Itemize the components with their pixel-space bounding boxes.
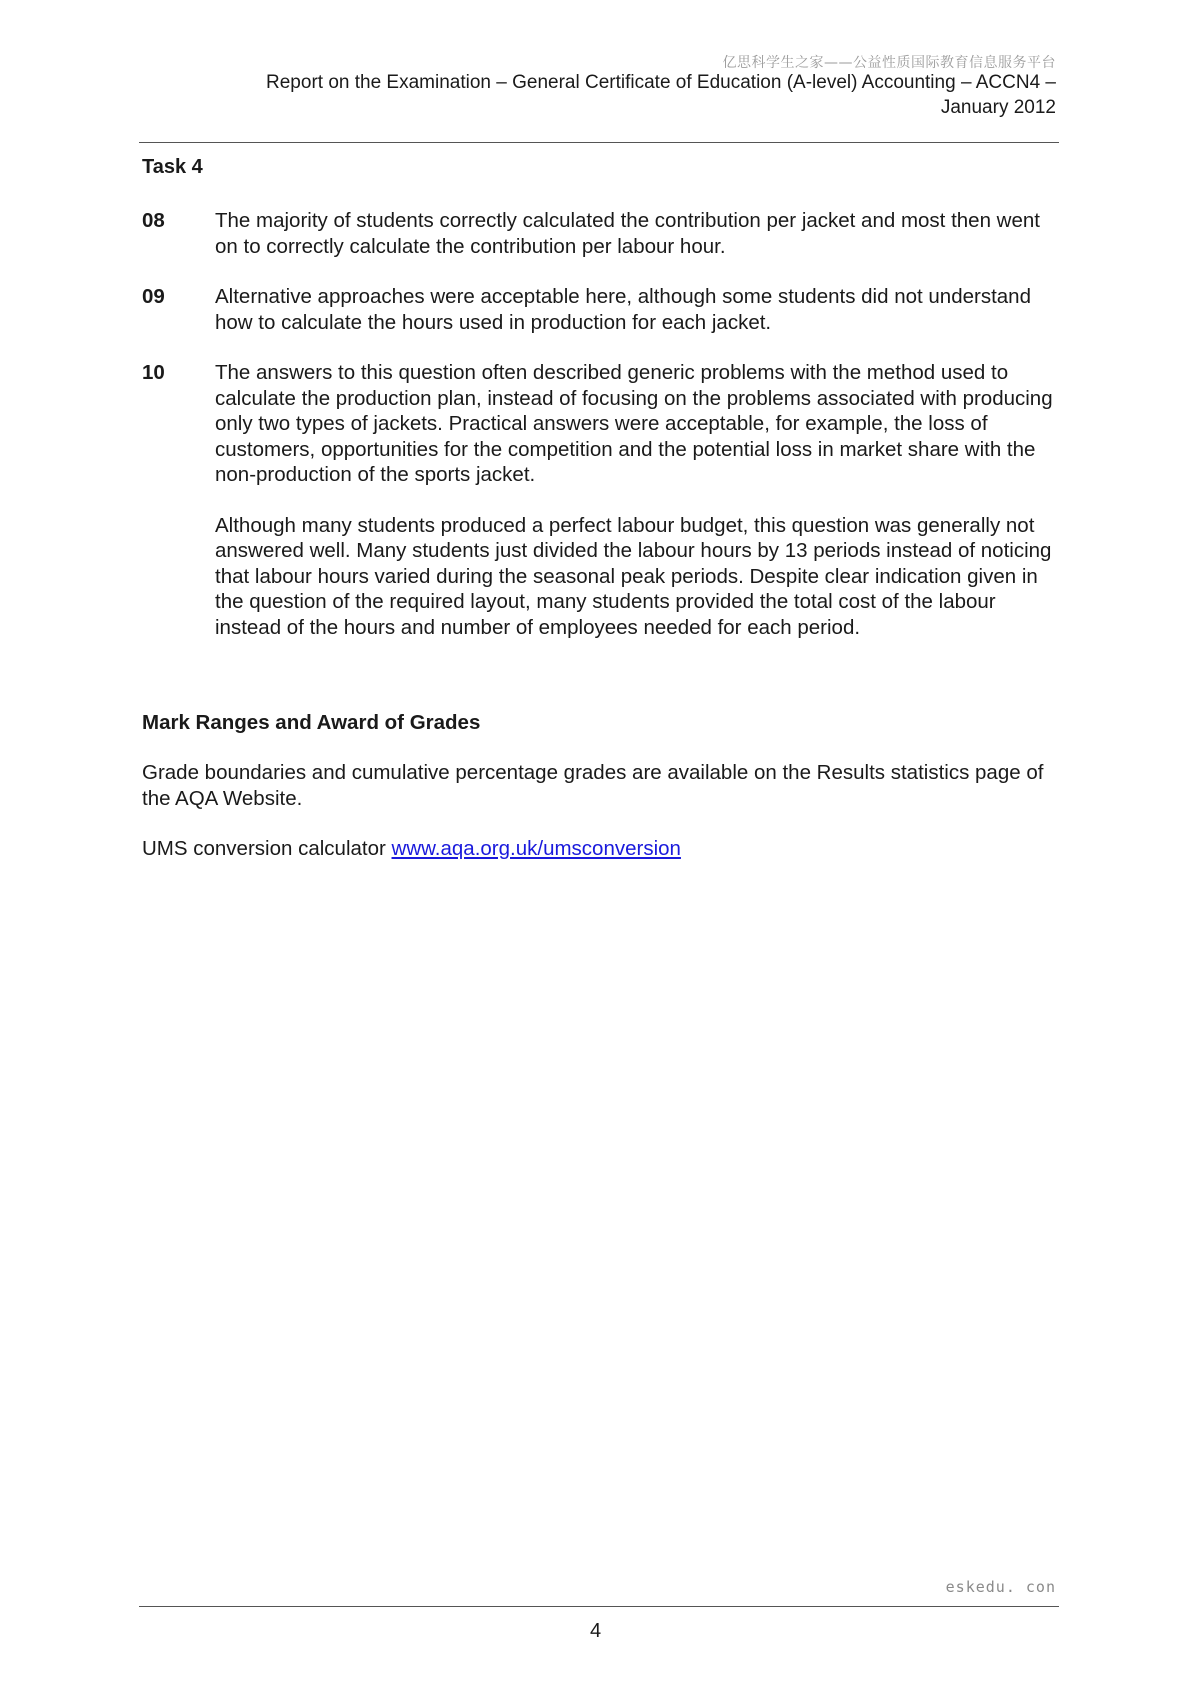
question-number: 10 bbox=[142, 361, 165, 384]
question-number: 09 bbox=[142, 285, 165, 308]
footer-watermark: eskedu. con bbox=[945, 1578, 1056, 1596]
question-commentary bbox=[215, 360, 1060, 640]
header-divider bbox=[139, 142, 1059, 143]
report-header bbox=[156, 70, 1056, 120]
report-header-line-1: Report on the Examination – General Certificate of Education (A-level) Accounting – ACCN4 – bbox=[266, 72, 1056, 93]
commentary-paragraph: Although many students produced a perfect labour budget, this question was generally not answered well. Many students just divided the labour hours by 13 periods instead of noticing that labour hours varied during the seasonal peak periods. Despite clear indication given in the question of the required layout, many students provided the total cost of the labour instead of the hours and number of employees needed for each period. bbox=[215, 513, 1052, 639]
task-heading: Task 4 bbox=[142, 156, 203, 178]
question-commentary bbox=[215, 208, 1060, 259]
ums-calculator-line bbox=[142, 836, 1052, 862]
commentary-paragraph: The majority of students correctly calculated the contribution per jacket and most then went on to correctly calculate the contribution per labour hour. bbox=[215, 209, 1040, 258]
commentary-paragraph: Alternative approaches were acceptable here, although some students did not understand how to calculate the hours used in production for each jacket. bbox=[215, 285, 1031, 334]
ums-conversion-link[interactable]: www.aqa.org.uk/umsconversion bbox=[391, 837, 681, 860]
page-number: 4 bbox=[589, 1620, 602, 1642]
footer-divider bbox=[139, 1606, 1059, 1607]
commentary-paragraph: The answers to this question often described generic problems with the method used to calculate the production plan, instead of focusing on the problems associated with producing only two types of jackets. Practical answers were acceptable, for example, the loss of customers, opportunities for the competition and the potential loss in market share with the non-production of the sports jacket. bbox=[215, 361, 1053, 486]
grades-heading: Mark Ranges and Award of Grades bbox=[142, 711, 481, 734]
question-commentary bbox=[215, 284, 1060, 335]
header-watermark: 亿思科学生之家——公益性质国际教育信息服务平台 bbox=[722, 55, 1056, 71]
grade-boundaries-paragraph: Grade boundaries and cumulative percentage grades are available on the Results statistics page of the AQA Website. bbox=[142, 761, 1044, 810]
question-number: 08 bbox=[142, 209, 165, 232]
ums-label: UMS conversion calculator bbox=[142, 837, 392, 860]
report-header-line-2: January 2012 bbox=[940, 97, 1056, 118]
